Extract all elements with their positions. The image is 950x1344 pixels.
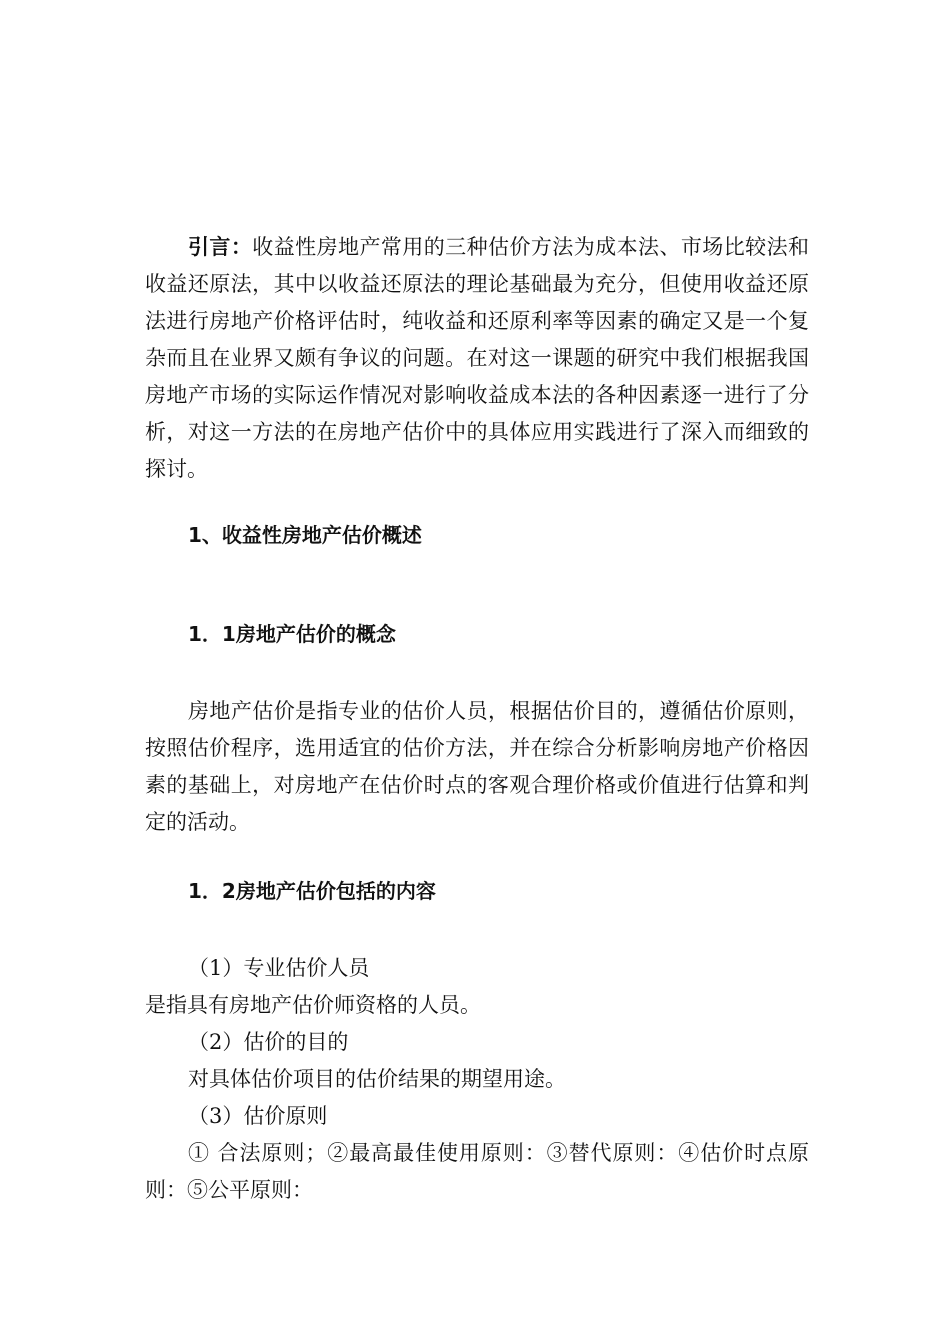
item-1-text: 是指具有房地产估价师资格的人员。 [145,993,481,1017]
section-1-1-text: 房地产估价是指专业的估价人员，根据估价目的，遵循估价原则，按照估价程序，选用适宜的估价方法，并在综合分析影响房地产价格因素的基础上，对房地产在估价时点的客观合理价格或价值进行估算和判定的活动。 [145,699,809,834]
intro-lead: 引言： [188,235,253,259]
section-1-1-paragraph [145,693,809,841]
item-2-text: 对具体估价项目的估价结果的期望用途。 [188,1067,566,1091]
intro-paragraph [145,229,809,488]
section-1-heading [145,520,809,550]
section-1-1-heading [145,619,809,649]
section-1-1-title: 1．1房地产估价的概念 [188,622,396,646]
section-1-title: 1、收益性房地产估价概述 [188,523,422,547]
item-2-title: （2）估价的目的 [188,1030,349,1054]
item-3-title: （3）估价原则 [188,1104,328,1128]
item-3-text: ① 合法原则；②最高最佳使用原则：③替代原则：④估价时点原则：⑤公平原则： [145,1141,809,1202]
section-1-2-content [145,950,809,1209]
item-1-title: （1）专业估价人员 [188,956,370,980]
intro-text: 收益性房地产常用的三种估价方法为成本法、市场比较法和收益还原法，其中以收益还原法的理论基础最为充分，但使用收益还原法进行房地产价格评估时，纯收益和还原利率等因素的确定又是一个复杂而且在业界又颇有争议的问题。在对这一课题的研究中我们根据我国房地产市场的实际运作情况对影响收益成本法的各种因素逐一进行了分析，对这一方法的在房地产估价中的具体应用实践进行了深入而细致的探讨。 [145,235,810,481]
section-1-2-heading [145,876,809,906]
section-1-2-title: 1．2房地产估价包括的内容 [188,879,436,903]
